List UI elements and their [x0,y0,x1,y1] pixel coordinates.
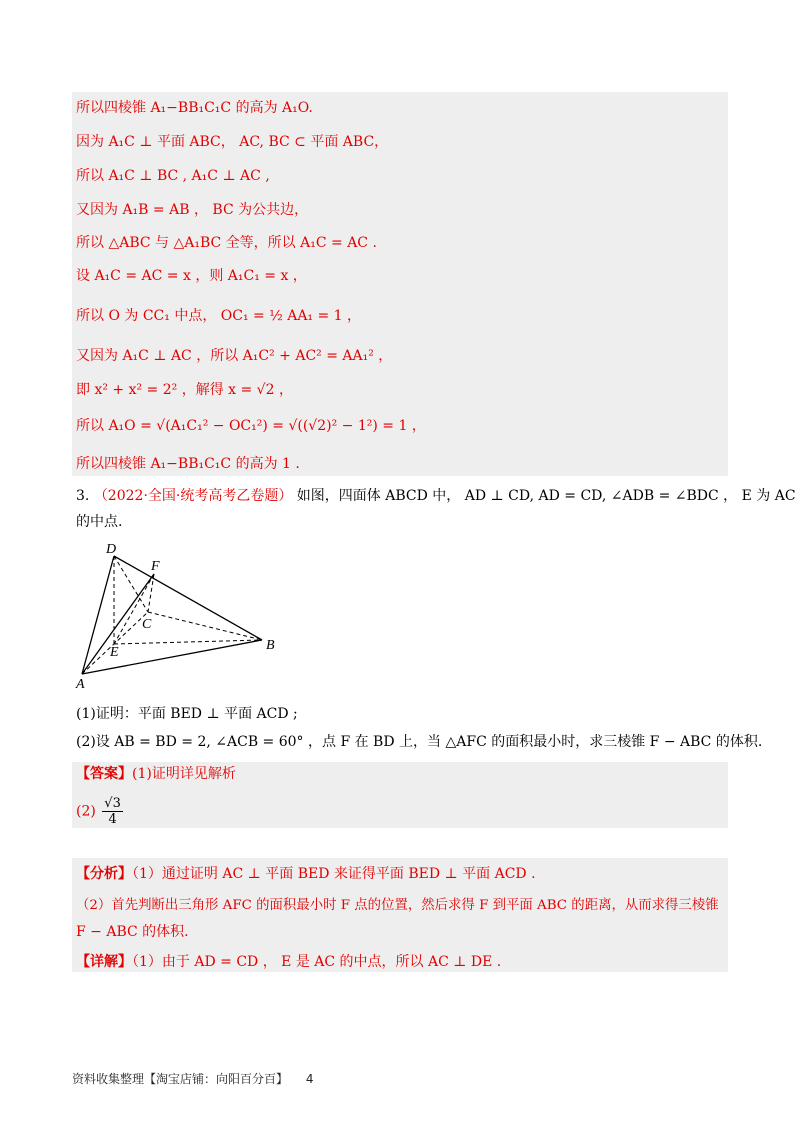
solution-line-5: 所以 △ABC 与 △A₁BC 全等，所以 A₁C = AC . [76,235,377,251]
question-source: （2022·全国·统考高考乙卷题） [93,488,293,504]
analysis-line3: F − ABC 的体积. [76,924,189,940]
label-C: C [142,617,152,632]
edge-DC [114,556,148,612]
analysis-tag: 【分析】 [76,866,132,882]
label-E: E [110,645,119,660]
label-B: B [266,638,275,653]
answer-tag: 【答案】 [76,766,132,782]
question-stem-line2: 的中点. [76,514,123,530]
answer-fraction [102,796,123,827]
solution-line-3: 所以 A₁C ⊥ BC , A₁C ⊥ AC , [76,168,270,184]
page-footer [72,1070,313,1087]
solution-line-8: 又因为 A₁C ⊥ AC ，所以 A₁C² + AC² = AA₁² ， [76,348,393,364]
solution-line-7: 所以 O 为 CC₁ 中点， OC₁ = ½ AA₁ = 1 ， [76,308,362,324]
label-A: A [76,677,85,690]
label-D: D [106,542,117,557]
answer-part2-prefix: (2) [76,803,96,820]
solution-line-4: 又因为 A₁B = AB ， BC 为公共边， [76,202,309,218]
question-stem-line1: 如图，四面体 ABCD 中， AD ⊥ CD, AD = CD, ∠ADB = ∠BDC ， E 为 AC [296,488,796,504]
edge-CB [148,612,262,640]
answer-denominator: 4 [108,812,117,827]
answer-line1 [76,764,236,784]
detail-tag: 【详解】 [76,954,132,970]
analysis-line2: （2）首先判断出三角形 AFC 的面积最小时 F 点的位置，然后求得 F 到平面 ABC 的距离，从而求得三棱锥 [76,898,719,913]
analysis-text1: （1）通过证明 AC ⊥ 平面 BED 来证得平面 BED ⊥ 平面 ACD . [132,866,536,882]
solution-line-10: 所以 A₁O = √(A₁C₁² − OC₁²) = √((√2)² − 1²) = 1 ， [76,418,426,434]
solution-line-11: 所以四棱锥 A₁−BB₁C₁C 的高为 1 . [76,456,300,472]
detail-line1 [76,952,501,972]
answer-numerator: √3 [104,796,121,811]
page-number: 4 [305,1072,314,1086]
tetrahedron-figure [72,540,292,690]
edge-AB [82,640,262,674]
solution-line-1: 所以四棱锥 A₁−BB₁C₁C 的高为 A₁O. [76,100,313,116]
solution-line-9: 即 x² + x² = 2² ，解得 x = √2 ， [76,382,293,398]
analysis-line1 [76,864,536,884]
question-stem [76,486,796,506]
edge-FC [148,574,154,612]
label-F: F [151,559,160,574]
answer-part1: (1)证明详见解析 [132,766,236,782]
solution-line-2: 因为 A₁C ⊥ 平面 ABC， AC, BC ⊂ 平面 ABC， [76,134,389,150]
solution-line-6: 设 A₁C = AC = x ，则 A₁C₁ = x ， [76,268,307,284]
question-part2: (2)设 AB = BD = 2, ∠ACB = 60° ，点 F 在 BD 上，当 △AFC 的面积最小时，求三棱锥 F − ABC 的体积. [76,734,763,750]
footer-text: 资料收集整理【淘宝店铺：向阳百分百】 [72,1072,289,1086]
detail-text1: （1）由于 AD = CD ， E 是 AC 的中点，所以 AC ⊥ DE . [132,954,502,970]
edge-EB [114,640,262,644]
question-part1: (1)证明：平面 BED ⊥ 平面 ACD ; [76,706,298,722]
answer-line2 [76,796,123,827]
question-number: 3. [76,488,90,504]
